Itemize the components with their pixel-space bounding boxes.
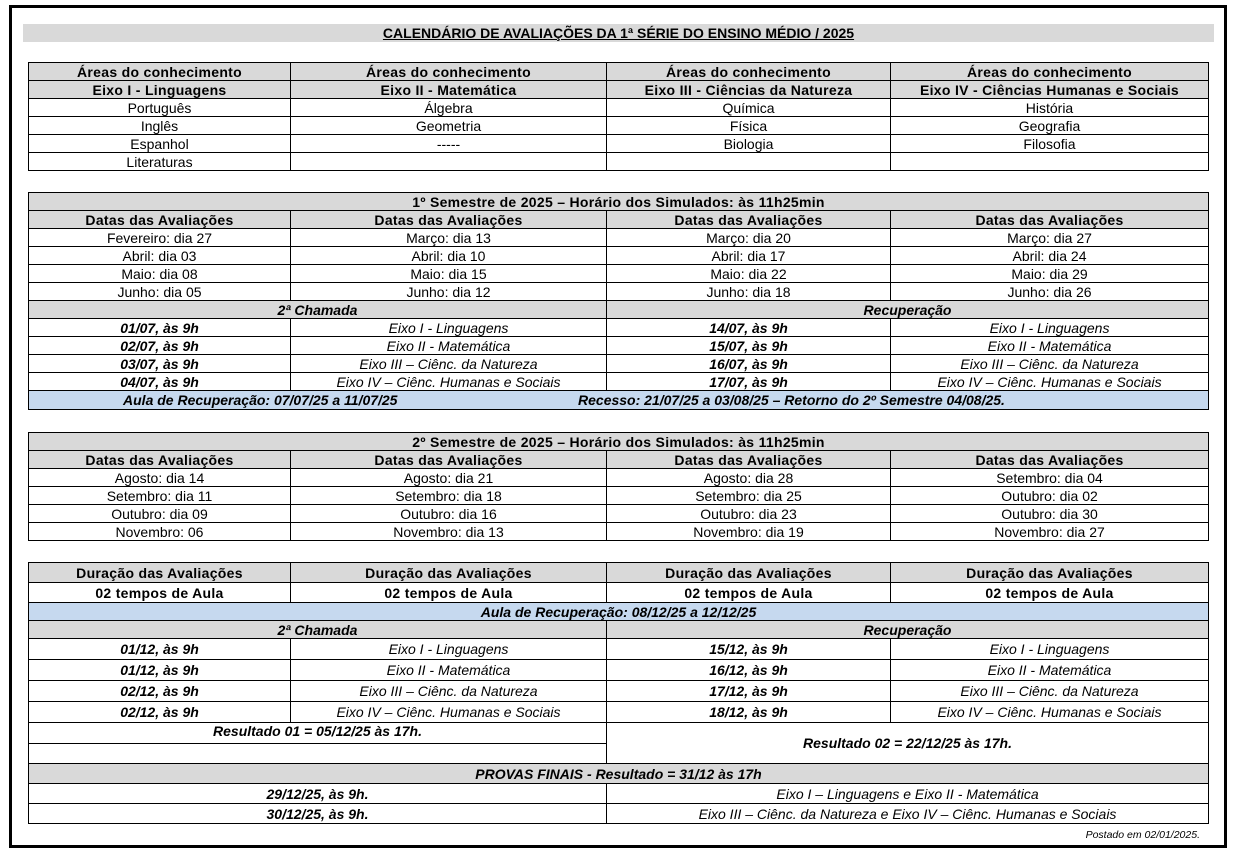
schedule-date: 17/12, às 9h <box>607 681 891 702</box>
table-row <box>29 487 1209 505</box>
dates-header: Datas das Avaliações <box>891 451 1209 469</box>
page-title: CALENDÁRIO DE AVALIAÇÕES DA 1ª SÉRIE DO ENSINO MÉDIO / 2025 <box>23 24 1214 42</box>
schedule-date: 04/07, às 9h <box>29 373 291 391</box>
table-row <box>29 621 1209 639</box>
date-cell: Setembro: dia 25 <box>607 487 891 505</box>
semester2-table <box>28 432 1209 541</box>
duracao-header: Duração das Avaliações <box>607 563 891 583</box>
subject-cell: Literaturas <box>29 153 291 171</box>
date-cell: Agosto: dia 14 <box>29 469 291 487</box>
schedule-eixo: Eixo IV – Ciênc. Humanas e Sociais <box>291 373 607 391</box>
duracao-header: Duração das Avaliações <box>891 563 1209 583</box>
date-cell: Abril: dia 03 <box>29 247 291 265</box>
table-row <box>29 63 1209 81</box>
schedule-date: 01/07, às 9h <box>29 319 291 337</box>
eixo-header: Eixo III - Ciências da Natureza <box>607 81 891 99</box>
table-row <box>29 229 1209 247</box>
schedule-eixo: Eixo I - Linguagens <box>891 639 1209 660</box>
schedule-date: 01/12, às 9h <box>29 639 291 660</box>
date-cell: Outubro: dia 23 <box>607 505 891 523</box>
table-row <box>29 301 1209 319</box>
final-table <box>28 562 1209 824</box>
table-row <box>29 391 1209 410</box>
date-cell: Maio: dia 15 <box>291 265 607 283</box>
duracao-header: Duração das Avaliações <box>291 563 607 583</box>
resultado1: Resultado 01 = 05/12/25 às 17h. <box>29 723 607 744</box>
schedule-date: 01/12, às 9h <box>29 660 291 681</box>
schedule-eixo: Eixo I - Linguagens <box>891 319 1209 337</box>
table-row <box>29 723 1209 744</box>
recuperacao-header: Recuperação <box>607 621 1209 639</box>
areas-table <box>28 62 1209 171</box>
date-cell: Março: dia 20 <box>607 229 891 247</box>
schedule-date: 14/07, às 9h <box>607 319 891 337</box>
date-cell: Agosto: dia 28 <box>607 469 891 487</box>
table-row <box>29 523 1209 541</box>
subject-cell: Português <box>29 99 291 117</box>
table-row <box>29 702 1209 723</box>
table-row <box>29 265 1209 283</box>
table-row <box>29 135 1209 153</box>
subject-cell: ----- <box>291 135 607 153</box>
recesso-text: Recesso: 21/07/25 a 03/08/25 – Retorno do 2º Semestre 04/08/25. <box>578 392 1005 408</box>
schedule-date: 16/07, às 9h <box>607 355 891 373</box>
date-cell: Novembro: 06 <box>29 523 291 541</box>
eixo-header: Eixo IV - Ciências Humanas e Sociais <box>891 81 1209 99</box>
areas-header: Áreas do conhecimento <box>891 63 1209 81</box>
schedule-eixo: Eixo IV – Ciênc. Humanas e Sociais <box>891 373 1209 391</box>
dates-header: Datas das Avaliações <box>29 211 291 229</box>
table-row <box>29 563 1209 583</box>
table-row <box>29 583 1209 603</box>
areas-header: Áreas do conhecimento <box>29 63 291 81</box>
date-cell: Setembro: dia 18 <box>291 487 607 505</box>
provas-finais-header: PROVAS FINAIS - Resultado = 31/12 às 17h <box>29 764 1209 784</box>
subject-cell: Filosofia <box>891 135 1209 153</box>
date-cell: Outubro: dia 16 <box>291 505 607 523</box>
date-cell: Maio: dia 08 <box>29 265 291 283</box>
areas-header: Áreas do conhecimento <box>607 63 891 81</box>
schedule-eixo: Eixo II - Matemática <box>891 660 1209 681</box>
table-row <box>29 784 1209 804</box>
subject-cell: Espanhol <box>29 135 291 153</box>
prova-date: 30/12/25, às 9h. <box>29 804 607 824</box>
prova-eixos: Eixo I – Linguagens e Eixo II - Matemática <box>607 784 1209 804</box>
table-row <box>29 660 1209 681</box>
semester1-header: 1º Semestre de 2025 – Horário dos Simulados: às 11h25min <box>29 193 1209 211</box>
date-cell: Junho: dia 12 <box>291 283 607 301</box>
duracao-header: Duração das Avaliações <box>29 563 291 583</box>
table-row <box>29 804 1209 824</box>
table-row <box>29 337 1209 355</box>
subject-cell <box>607 153 891 171</box>
table-row <box>29 193 1209 211</box>
date-cell: Junho: dia 05 <box>29 283 291 301</box>
table-row <box>29 319 1209 337</box>
dates-header: Datas das Avaliações <box>291 211 607 229</box>
schedule-eixo: Eixo IV – Ciênc. Humanas e Sociais <box>891 702 1209 723</box>
table-row <box>29 117 1209 135</box>
date-cell: Outubro: dia 09 <box>29 505 291 523</box>
date-cell: Setembro: dia 04 <box>891 469 1209 487</box>
date-cell: Junho: dia 18 <box>607 283 891 301</box>
segunda-chamada-header: 2ª Chamada <box>29 301 607 319</box>
schedule-eixo: Eixo III – Ciênc. da Natureza <box>891 681 1209 702</box>
resultado2: Resultado 02 = 22/12/25 às 17h. <box>607 723 1209 764</box>
date-cell: Maio: dia 22 <box>607 265 891 283</box>
schedule-eixo: Eixo III – Ciênc. da Natureza <box>291 681 607 702</box>
date-cell: Novembro: dia 27 <box>891 523 1209 541</box>
dates-header: Datas das Avaliações <box>291 451 607 469</box>
posted-date: Postado em 02/01/2025. <box>1085 829 1200 841</box>
schedule-date: 03/07, às 9h <box>29 355 291 373</box>
date-cell: Abril: dia 10 <box>291 247 607 265</box>
date-cell: Novembro: dia 19 <box>607 523 891 541</box>
dates-header: Datas das Avaliações <box>607 451 891 469</box>
schedule-eixo: Eixo II - Matemática <box>891 337 1209 355</box>
areas-header: Áreas do conhecimento <box>291 63 607 81</box>
aula-recuperacao-row: Aula de Recuperação: 08/12/25 a 12/12/25 <box>29 603 1209 621</box>
semester1-table <box>28 192 1209 410</box>
table-row <box>29 451 1209 469</box>
subject-cell: História <box>891 99 1209 117</box>
recuperacao-recesso-row <box>29 391 1209 410</box>
schedule-date: 15/12, às 9h <box>607 639 891 660</box>
table-row <box>29 81 1209 99</box>
schedule-date: 02/12, às 9h <box>29 681 291 702</box>
table-row <box>29 603 1209 621</box>
subject-cell: Geometria <box>291 117 607 135</box>
date-cell: Março: dia 27 <box>891 229 1209 247</box>
schedule-date: 16/12, às 9h <box>607 660 891 681</box>
table-row <box>29 764 1209 784</box>
schedule-eixo: Eixo I - Linguagens <box>291 319 607 337</box>
aula-recuperacao-text: Aula de Recuperação: 07/07/25 a 11/07/25 <box>123 392 398 408</box>
schedule-eixo: Eixo II - Matemática <box>291 337 607 355</box>
table-row <box>29 373 1209 391</box>
prova-eixos: Eixo III – Ciênc. da Natureza e Eixo IV – Ciênc. Humanas e Sociais <box>607 804 1209 824</box>
subject-cell: Química <box>607 99 891 117</box>
duracao-value: 02 tempos de Aula <box>607 583 891 603</box>
semester2-header: 2º Semestre de 2025 – Horário dos Simulados: às 11h25min <box>29 433 1209 451</box>
table-row <box>29 153 1209 171</box>
subject-cell <box>291 153 607 171</box>
table-row <box>29 283 1209 301</box>
duracao-value: 02 tempos de Aula <box>891 583 1209 603</box>
duracao-value: 02 tempos de Aula <box>291 583 607 603</box>
dates-header: Datas das Avaliações <box>891 211 1209 229</box>
subject-cell: Biologia <box>607 135 891 153</box>
table-row <box>29 505 1209 523</box>
prova-date: 29/12/25, às 9h. <box>29 784 607 804</box>
date-cell: Agosto: dia 21 <box>291 469 607 487</box>
subject-cell: Física <box>607 117 891 135</box>
schedule-eixo: Eixo III – Ciênc. da Natureza <box>291 355 607 373</box>
table-row <box>29 681 1209 702</box>
dates-header: Datas das Avaliações <box>607 211 891 229</box>
table-row <box>29 469 1209 487</box>
schedule-eixo: Eixo II - Matemática <box>291 660 607 681</box>
table-row <box>29 247 1209 265</box>
date-cell: Abril: dia 17 <box>607 247 891 265</box>
schedule-eixo: Eixo I - Linguagens <box>291 639 607 660</box>
eixo-header: Eixo II - Matemática <box>291 81 607 99</box>
duracao-value: 02 tempos de Aula <box>29 583 291 603</box>
date-cell: Março: dia 13 <box>291 229 607 247</box>
table-row <box>29 211 1209 229</box>
date-cell: Junho: dia 26 <box>891 283 1209 301</box>
schedule-date: 15/07, às 9h <box>607 337 891 355</box>
subject-cell: Álgebra <box>291 99 607 117</box>
empty-cell <box>29 744 607 764</box>
subject-cell: Geografia <box>891 117 1209 135</box>
date-cell: Maio: dia 29 <box>891 265 1209 283</box>
table-row <box>29 433 1209 451</box>
date-cell: Outubro: dia 30 <box>891 505 1209 523</box>
table-row <box>29 355 1209 373</box>
schedule-date: 17/07, às 9h <box>607 373 891 391</box>
date-cell: Abril: dia 24 <box>891 247 1209 265</box>
eixo-header: Eixo I - Linguagens <box>29 81 291 99</box>
subject-cell: Inglês <box>29 117 291 135</box>
dates-header: Datas das Avaliações <box>29 451 291 469</box>
segunda-chamada-header: 2ª Chamada <box>29 621 607 639</box>
subject-cell <box>891 153 1209 171</box>
schedule-eixo: Eixo III – Ciênc. da Natureza <box>891 355 1209 373</box>
date-cell: Setembro: dia 11 <box>29 487 291 505</box>
schedule-eixo: Eixo IV – Ciênc. Humanas e Sociais <box>291 702 607 723</box>
schedule-date: 02/12, às 9h <box>29 702 291 723</box>
schedule-date: 18/12, às 9h <box>607 702 891 723</box>
date-cell: Outubro: dia 02 <box>891 487 1209 505</box>
date-cell: Fevereiro: dia 27 <box>29 229 291 247</box>
recuperacao-header: Recuperação <box>607 301 1209 319</box>
schedule-date: 02/07, às 9h <box>29 337 291 355</box>
table-row <box>29 99 1209 117</box>
table-row <box>29 639 1209 660</box>
date-cell: Novembro: dia 13 <box>291 523 607 541</box>
